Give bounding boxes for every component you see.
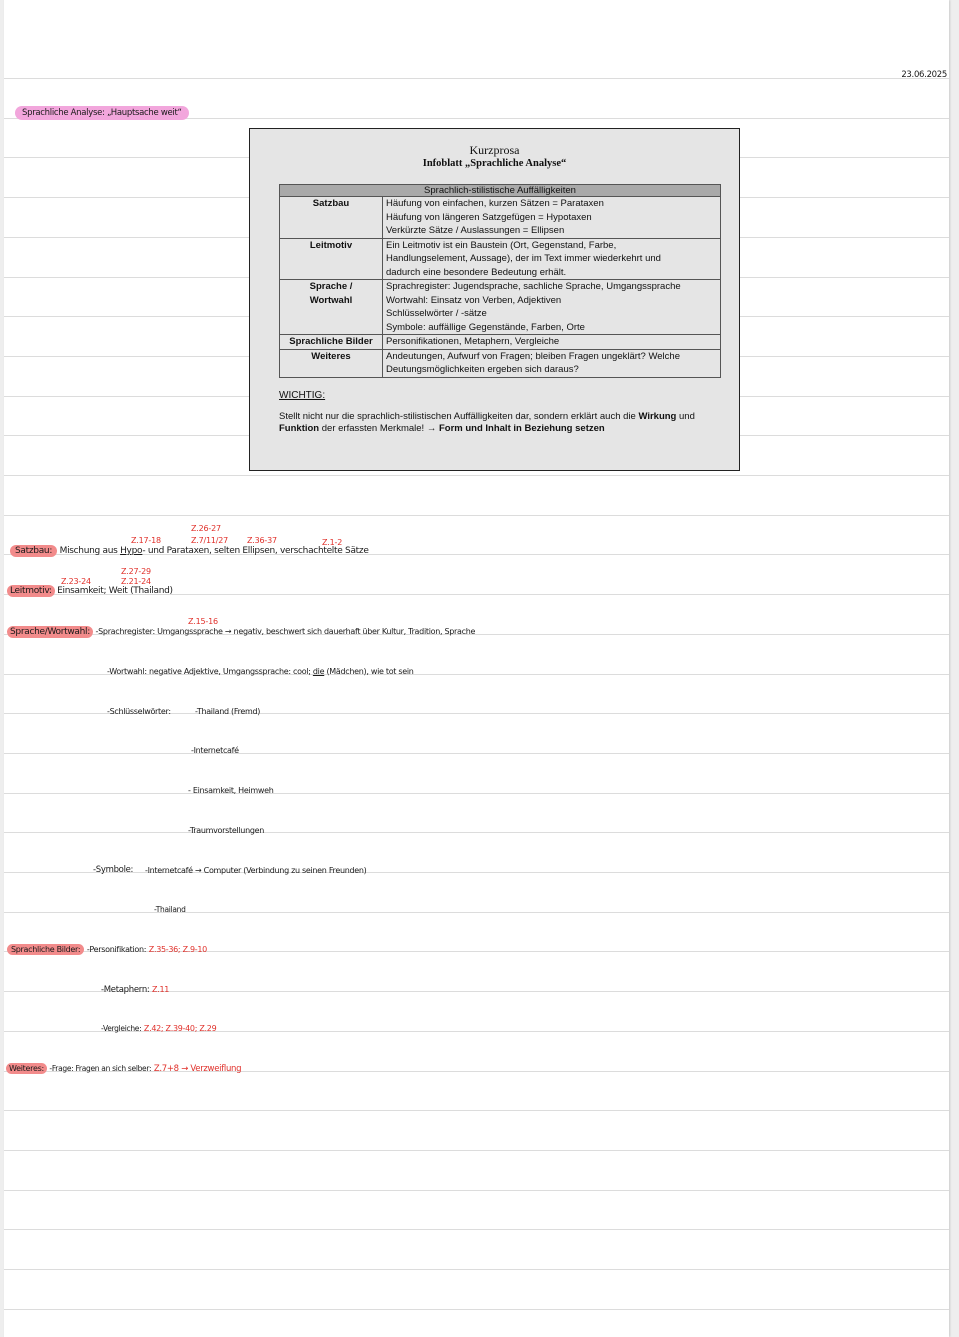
ruled-line <box>4 832 949 833</box>
infosheet-row <box>280 238 721 280</box>
infosheet-subtitle: Infoblatt „Sprachliche Analyse“ <box>422 158 567 169</box>
infosheet-description <box>383 335 721 350</box>
infosheet-row <box>280 335 721 350</box>
weiteres-label: Weiteres: <box>6 1063 47 1074</box>
infosheet-description-line: Schlüsselwörter / -sätze <box>386 308 487 319</box>
ref-leitmotiv-3: Z.21-24 <box>121 577 151 586</box>
vergleiche-line: -Vergleiche: Z.42; Z.39-40; Z.29 <box>101 1024 217 1033</box>
sprache-line: Sprache/Wortwahl: -Sprachregister: Umgangssprache → negativ, beschwert sich dauerhaft über Kultur, Tradition, Sprache <box>7 626 475 638</box>
infosheet-description-line: Ein Leitmotiv ist ein Baustein (Ort, Gegenstand, Farbe, <box>386 239 617 251</box>
schluessel-2: -Internetcafé <box>191 746 239 755</box>
symbol-1: -Internetcafé → Computer (Verbindung zu seinen Freunden) <box>145 866 367 875</box>
notebook-page <box>4 0 949 1337</box>
ref-satzbau-1: Z.17-18 <box>131 536 161 545</box>
infosheet-table <box>279 184 721 378</box>
infosheet-category: Satzbau <box>280 197 383 239</box>
ref-satzbau-3: Z.7/11/27 <box>191 536 229 545</box>
leitmotiv-label: Leitmotiv: <box>7 585 55 597</box>
ruled-line <box>4 1269 949 1270</box>
infosheet-description-line: Wortwahl: Einsatz von Verben, Adjektiven <box>386 294 562 306</box>
ruled-line <box>4 912 949 913</box>
infosheet-description-line: Verkürzte Sätze / Auslassungen = Ellipsen <box>386 225 565 236</box>
ruled-line <box>4 1190 949 1191</box>
infosheet-category: Sprachliche Bilder <box>280 335 383 350</box>
infosheet-description-line: Häufung von einfachen, kurzen Sätzen = Parataxen <box>386 198 604 209</box>
infosheet-description-line: Deutungsmöglichkeiten ergeben sich daraus? <box>386 364 579 375</box>
ref-satzbau-4: Z.36-37 <box>247 536 277 545</box>
ruled-line <box>4 793 949 794</box>
infosheet <box>249 128 740 471</box>
schluesselwoerter-label: -Schlüsselwörter: <box>107 707 171 716</box>
schluessel-3: - Einsamkeit, Heimweh <box>188 786 274 795</box>
ref-satzbau-5: Z.1-2 <box>322 538 343 547</box>
metaphern-line: -Metaphern: Z.11 <box>101 985 170 995</box>
weiteres-line: Weiteres: -Frage: Fragen an sich selber: Z.7+8 → Verzweiflung <box>6 1063 241 1075</box>
infosheet-description-line: Personifikationen, Metaphern, Vergleiche <box>386 336 560 347</box>
wortwahl-line: -Wortwahl: negative Adjektive, Umgangssprache: cool; die (Mädchen), wie tot sein <box>107 667 414 676</box>
infosheet-description <box>383 238 721 280</box>
wichtig-note: Stellt nicht nur die sprachlich-stilistischen Auffälligkeiten dar, sondern erklärt auch die Wirkung und Funktion der erfassten Merkmale! → Form und Inhalt in Beziehung setzen <box>279 411 695 434</box>
ruled-line <box>4 78 949 79</box>
infosheet-description-line: Häufung von längeren Satzgefügen = Hypotaxen <box>386 211 592 223</box>
page-title-text: Sprachliche Analyse: „Hauptsache weit“ <box>15 106 189 120</box>
page-title <box>15 108 189 119</box>
ruled-line <box>4 1150 949 1151</box>
wichtig-label: WICHTIG: <box>279 390 326 401</box>
infosheet-description <box>383 280 721 335</box>
infosheet-description <box>383 349 721 377</box>
ruled-line <box>4 515 949 516</box>
ref-leitmotiv-2: Z.23-24 <box>61 577 91 586</box>
ref-sprachregister: Z.15-16 <box>188 617 218 626</box>
infosheet-category: Sprache / Wortwahl <box>280 280 383 335</box>
ref-leitmotiv-1: Z.27-29 <box>121 567 151 576</box>
ruled-line <box>4 1309 949 1310</box>
ruled-line <box>4 1110 949 1111</box>
infosheet-category: Leitmotiv <box>280 238 383 280</box>
infosheet-description <box>383 197 721 239</box>
schluessel-4: -Traumvorstellungen <box>188 826 265 835</box>
infosheet-row <box>280 197 721 239</box>
satzbau-label: Satzbau: <box>10 545 57 557</box>
bilder-line: Sprachliche Bilder: -Personifikation: Z.35-36; Z.9-10 <box>7 944 207 956</box>
ruled-line <box>4 753 949 754</box>
symbol-2: -Thailand <box>154 905 186 914</box>
ruled-line <box>4 475 949 476</box>
date: 23.06.2025 <box>901 70 947 80</box>
infosheet-title: Kurzprosa <box>469 143 520 157</box>
infosheet-row <box>280 349 721 377</box>
ruled-line <box>4 1229 949 1230</box>
infosheet-description-line: Symbole: auffällige Gegenstände, Farben, Orte <box>386 321 585 333</box>
infosheet-category: Weiteres <box>280 349 383 377</box>
satzbau-line: Satzbau: Mischung aus Hypo- und Parataxen, selten Ellipsen, verschachtelte Sätze <box>10 546 369 557</box>
infosheet-description-line: Sprachregister: Jugendsprache, sachliche Sprache, Umgangssprache <box>386 281 681 292</box>
leitmotiv-line: Leitmotiv: Einsamkeit; Weit (Thailand) <box>7 586 173 597</box>
infosheet-description-line: Handlungselement, Aussage), der im Text immer wiederkehrt und <box>386 253 661 264</box>
symbole-label: -Symbole: <box>93 865 134 875</box>
bilder-label: Sprachliche Bilder: <box>7 944 84 955</box>
ref-satzbau-2: Z.26-27 <box>191 524 221 533</box>
infosheet-table-header: Sprachlich-stilistische Auffälligkeiten <box>280 185 721 197</box>
schluessel-1: -Thailand (Fremd) <box>195 707 261 716</box>
sprache-label: Sprache/Wortwahl: <box>7 626 93 638</box>
infosheet-row <box>280 280 721 335</box>
infosheet-description-line: Andeutungen, Aufwurf von Fragen; bleiben Fragen ungeklärt? Welche <box>386 350 680 362</box>
infosheet-description-line: dadurch eine besondere Bedeutung erhält. <box>386 266 567 278</box>
